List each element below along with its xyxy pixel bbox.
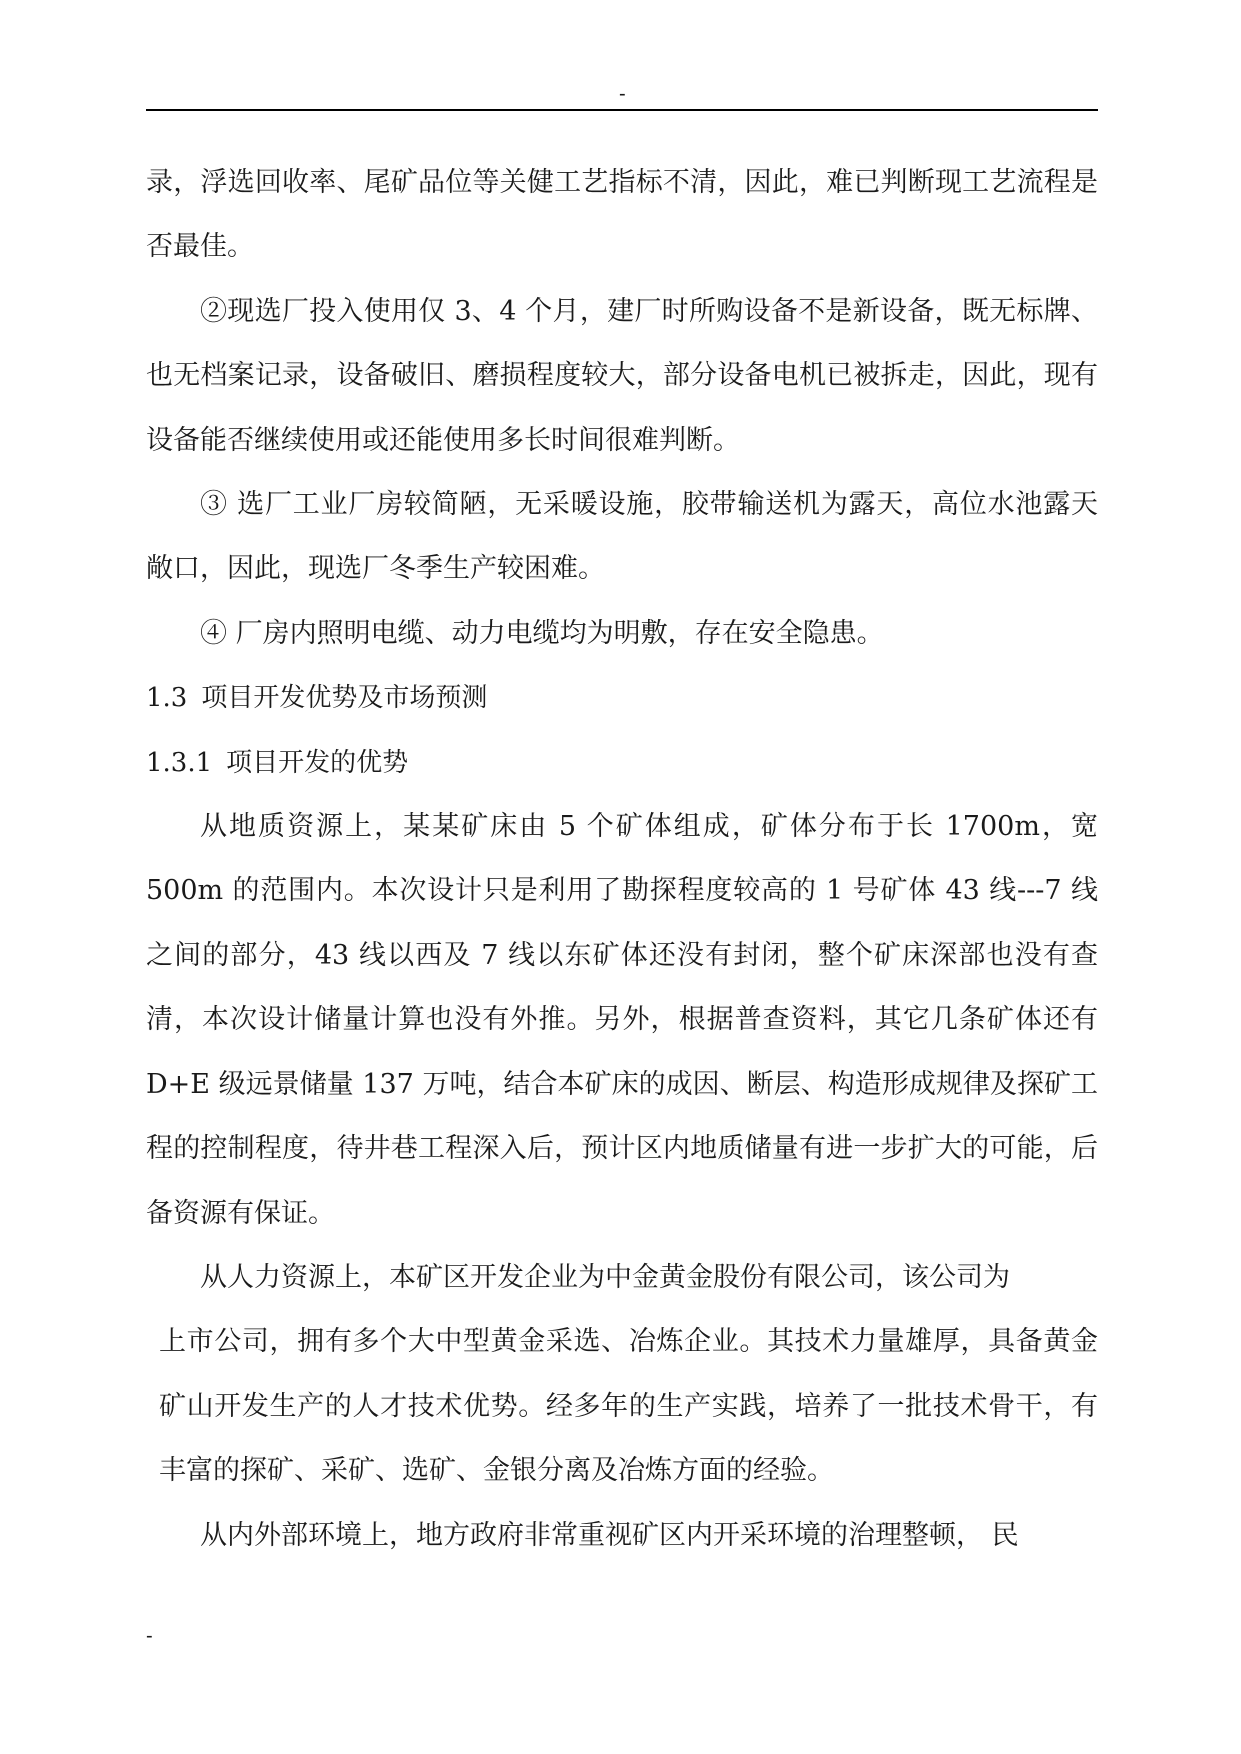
paragraph-process-uncertainty: 录，浮选回收率、尾矿品位等关健工艺指标不清，因此，难已判断现工艺流程是否最佳。 bbox=[146, 167, 1098, 263]
page-footer-mark: - bbox=[146, 1625, 153, 1647]
paragraph-human-resources-lead: 从人力资源上，本矿区开发企业为中金黄金股份有限公司，该公司为 bbox=[200, 1261, 1010, 1293]
section-number: 1.3.1 bbox=[146, 747, 213, 778]
section-title: 项目开发的优势 bbox=[226, 747, 409, 778]
paragraph-environment: 从内外部环境上，地方政府非常重视矿区内开采环境的治理整顿， 民 bbox=[200, 1519, 1019, 1551]
section-heading-1-3 bbox=[146, 666, 1098, 730]
section-number: 1.3 bbox=[146, 683, 188, 714]
paragraph-equipment-condition: ②现选厂投入使用仅 3、4 个月，建厂时所购设备不是新设备，既无标牌、也无档案记录，设备破旧、磨损程度较大，部分设备电机已被拆走，因此，现有设备能否继续使用或还能使用多长时间很难判断。 bbox=[146, 295, 1098, 456]
header-rule bbox=[146, 109, 1098, 111]
section-heading-1-3-1 bbox=[146, 731, 1098, 795]
paragraph-geological-resources: 从地质资源上，某某矿床由 5 个矿体组成，矿体分布于长 1700m，宽 500m 的范围内。本次设计只是利用了勘探程度较高的 1 号矿体 43 线---7 线之间的部分，43 线以西及 7 线以东矿体还没有封闭，整个矿床深部也没有查清，本次设计储量计算也没有外推。另外，根据普查资料，其它几条矿体还有 D+E 级远景储量 137 万吨，结合本矿床的成因、断层、构造形成规律及探矿工程的控制程度，待井巷工程深入后，预计区内地质储量有进一步扩大的可能，后备资源有保证。 bbox=[146, 811, 1098, 1229]
section-title: 项目开发优势及市场预测 bbox=[201, 683, 488, 714]
page-header-mark: - bbox=[619, 83, 626, 105]
paragraph-cable-safety: ④ 厂房内照明电缆、动力电缆均为明敷，存在安全隐患。 bbox=[200, 617, 884, 649]
document-body bbox=[146, 151, 1098, 1568]
paragraph-human-resources-body: 上市公司，拥有多个大中型黄金采选、冶炼企业。其技术力量雄厚，具备黄金矿山开发生产的人才技术优势。经多年的生产实践，培养了一批技术骨干，有丰富的探矿、采矿、选矿、金银分离及冶炼方面的经验。 bbox=[159, 1326, 1098, 1487]
paragraph-plant-building: ③ 选厂工业厂房较简陋，无采暖设施，胶带输送机为露天，高位水池露天敞口，因此，现选厂冬季生产较困难。 bbox=[146, 489, 1098, 585]
